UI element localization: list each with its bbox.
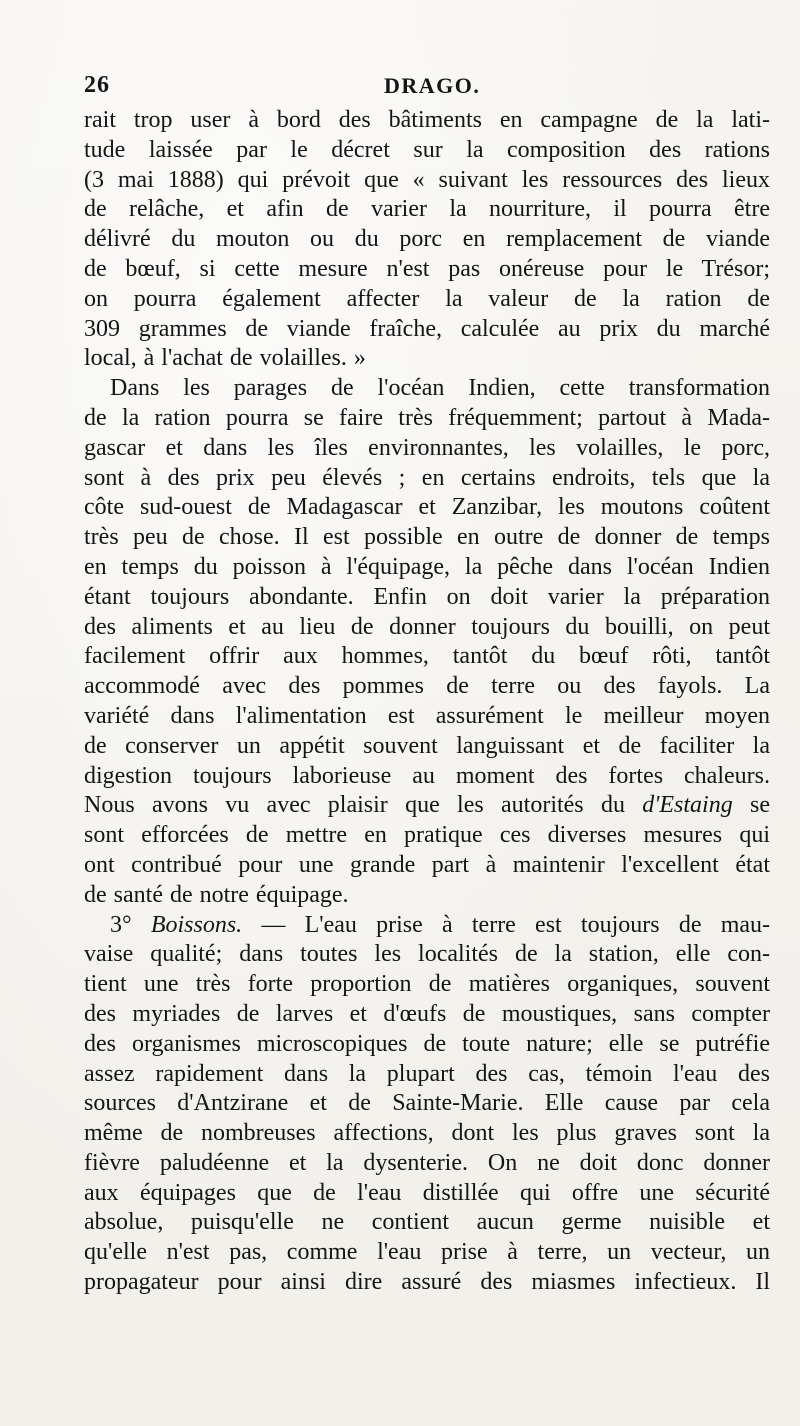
text-line: même de nombreuses affections, dont les plus graves sont la — [84, 1120, 770, 1147]
text-line: Dans les parages de l'océan Indien, cette transformation — [110, 375, 770, 402]
paragraph-3 — [84, 911, 770, 1298]
line-start: Nous avons vu avec plaisir que les autorités du — [84, 792, 643, 819]
text-line: en temps du poisson à l'équipage, la pêche dans l'océan Indien — [84, 553, 770, 580]
page-header — [84, 72, 770, 108]
text-line: absolue, puisqu'elle ne contient aucun germe nuisible et — [84, 1209, 770, 1236]
text-line: sources d'Antzirane et de Sainte-Marie. Elle cause par cela — [84, 1090, 770, 1117]
text-line: délivré du mouton ou du porc en remplacement de viande — [84, 226, 770, 253]
text-line: on pourra également affecter la valeur de la ration de — [84, 285, 770, 312]
ship-name: d'Estaing — [642, 792, 733, 819]
text-line-with-ship-name — [84, 791, 770, 821]
text-line: des organismes microscopiques de toute nature; elle se putréfie — [84, 1030, 770, 1057]
text-line: de relâche, et afin de varier la nourriture, il pourra être — [84, 196, 770, 223]
text-line: rait trop user à bord des bâtiments en campagne de la lati- — [84, 107, 770, 133]
section-dash: — — [242, 911, 305, 938]
text-line: de bœuf, si cette mesure n'est pas onéreuse pour le Trésor; — [84, 255, 770, 282]
text-line: local, à l'achat de volailles. » — [84, 345, 366, 372]
line-end: se — [732, 792, 770, 819]
section-heading-line — [84, 911, 770, 941]
text-line: côte sud-ouest de Madagascar et Zanzibar, les moutons coûtent — [84, 494, 770, 521]
text-line: vaise qualité; dans toutes les localités de la station, elle con- — [84, 941, 770, 968]
page-number: 26 — [84, 72, 110, 98]
text-line: ont contribué pour une grande part à maintenir l'excellent état — [84, 851, 770, 878]
text-line: digestion toujours laborieuse au moment des fortes chaleurs. — [84, 762, 770, 789]
section-title: Boissons. — [150, 911, 243, 938]
running-head: DRAGO. — [384, 73, 481, 98]
text-line: de santé de notre équipage. — [84, 881, 349, 908]
text-line: fièvre paludéenne et la dysenterie. On ne doit donc donner — [84, 1149, 770, 1176]
text-line: gascar et dans les îles environnantes, les volailles, le porc, — [84, 434, 770, 461]
text-line: très peu de chose. Il est possible en outre de donner de temps — [84, 524, 770, 551]
text-line: qu'elle n'est pas, comme l'eau prise à terre, un vecteur, un — [84, 1239, 770, 1266]
text-line: aux équipages que de l'eau distillée qui offre une sécurité — [84, 1179, 770, 1206]
text-line: sont efforcées de mettre en pratique ces diverses mesures qui — [84, 822, 770, 849]
text-line: tude laissée par le décret sur la composition des rations — [84, 136, 770, 163]
section-number: 3° — [110, 911, 132, 938]
text-line: facilement offrir aux hommes, tantôt du bœuf rôti, tantôt — [84, 643, 770, 670]
text-line: accommodé avec des pommes de terre ou des fayols. La — [84, 673, 770, 700]
text-line: 309 grammes de viande fraîche, calculée au prix du marché — [84, 315, 770, 342]
text-line: propagateur pour ainsi dire assuré des miasmes infectieux. Il — [84, 1269, 770, 1296]
text-line: assez rapidement dans la plupart des cas, témoin l'eau des — [84, 1060, 770, 1087]
text-line: sont à des prix peu élevés ; en certains endroits, tels que la — [84, 464, 770, 491]
text-line: des myriades de larves et d'œufs de moustiques, sans compter — [84, 1000, 770, 1027]
text-line: étant toujours abondante. Enfin on doit varier la préparation — [84, 583, 770, 610]
text-line: des aliments et au lieu de donner toujours du bouilli, on peut — [84, 613, 770, 640]
text-line: de la ration pourra se faire très fréquemment; partout à Mada- — [84, 404, 770, 431]
paragraph-1 — [84, 106, 770, 374]
text-line: (3 mai 1888) qui prévoit que « suivant les ressources des lieux — [84, 166, 770, 193]
text-line: de conserver un appétit souvent languissant et de faciliter la — [84, 732, 770, 759]
text-line: variété dans l'alimentation est assurément le meilleur moyen — [84, 702, 770, 729]
line-rest: L'eau prise à terre est toujours de mau- — [304, 911, 770, 938]
body-text — [84, 106, 770, 1298]
paragraph-2 — [84, 374, 770, 910]
text-line: tient une très forte proportion de matières organiques, souvent — [84, 971, 770, 998]
